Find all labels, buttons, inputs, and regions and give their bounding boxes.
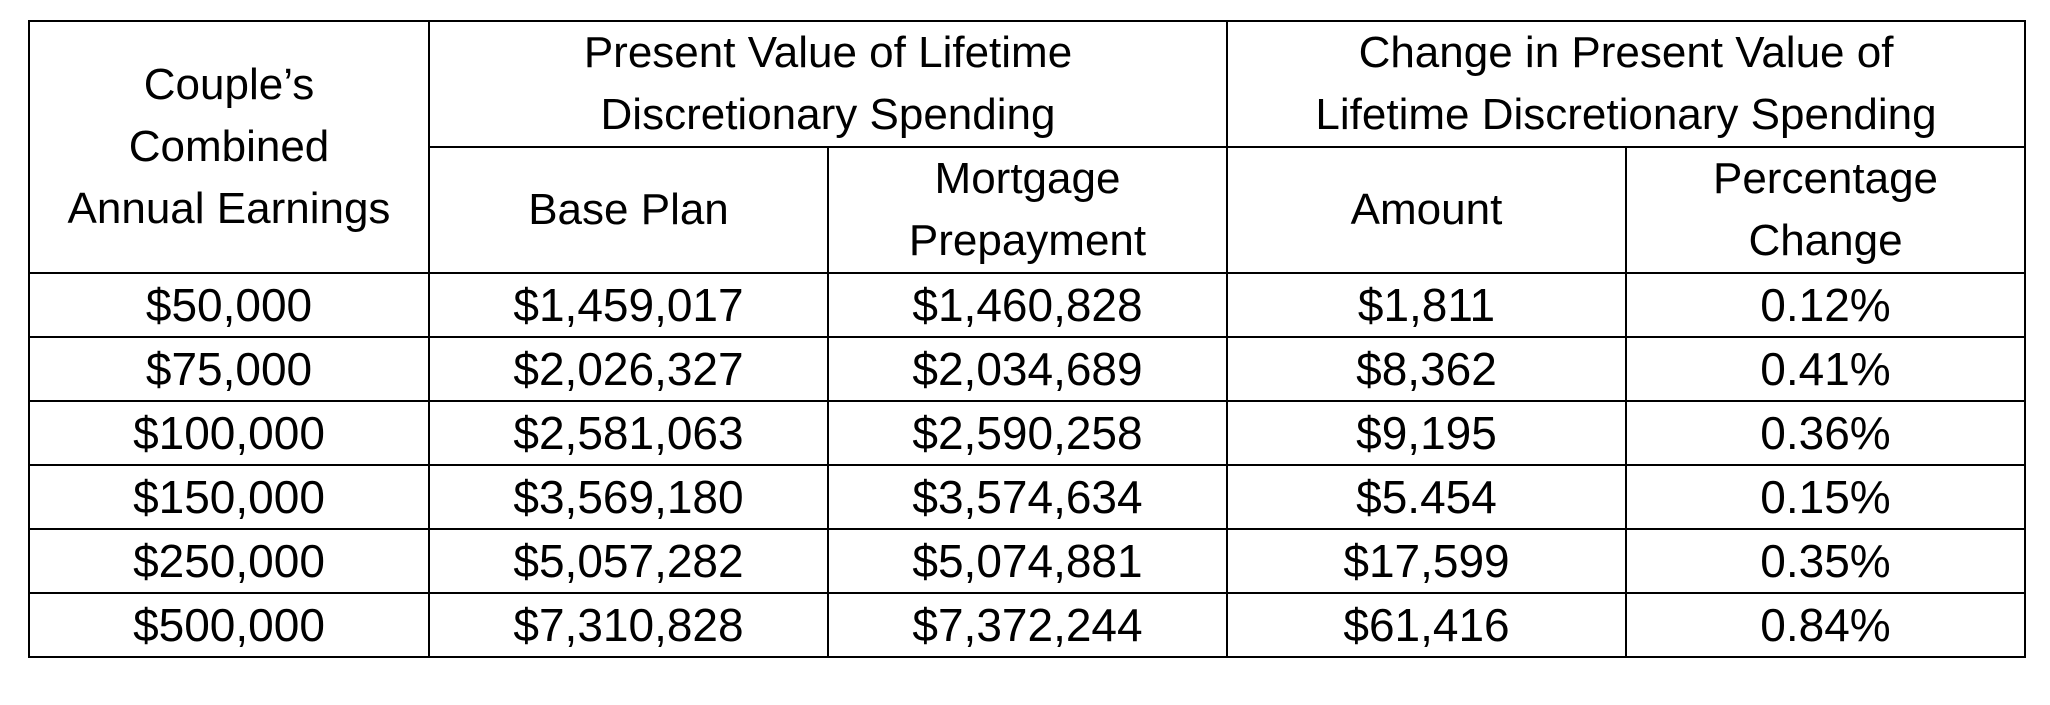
mortgage-prepayment-header-label: Mortgage Prepayment: [908, 154, 1147, 265]
base-plan-cell: $3,569,180: [429, 465, 828, 529]
percentage-change-cell: 0.15%: [1626, 465, 2025, 529]
mortgage-prepayment-cell: $5,074,881: [828, 529, 1227, 593]
amount-header: [1227, 147, 1626, 273]
mortgage-prepayment-cell: $2,590,258: [828, 401, 1227, 465]
base-plan-cell: $7,310,828: [429, 593, 828, 657]
amount-cell: $17,599: [1227, 529, 1626, 593]
percentage-change-cell: 0.35%: [1626, 529, 2025, 593]
amount-cell: $8,362: [1227, 337, 1626, 401]
base-plan-header: [429, 147, 828, 273]
mortgage-prepayment-cell: $1,460,828: [828, 273, 1227, 337]
table-row: [29, 529, 2025, 593]
percentage-change-header: [1626, 147, 2025, 273]
table-header: [29, 21, 2025, 273]
amount-header-label: Amount: [1350, 185, 1503, 234]
earnings-cell: $75,000: [29, 337, 429, 401]
base-plan-header-label: Base Plan: [528, 185, 729, 234]
base-plan-cell: $2,581,063: [429, 401, 828, 465]
mortgage-prepayment-cell: $2,034,689: [828, 337, 1227, 401]
base-plan-cell: $5,057,282: [429, 529, 828, 593]
base-plan-cell: $1,459,017: [429, 273, 828, 337]
header-row-groups: [29, 21, 2025, 147]
percentage-change-cell: 0.12%: [1626, 273, 2025, 337]
earnings-cell: $500,000: [29, 593, 429, 657]
percentage-change-header-label: Percentage Change: [1712, 154, 1939, 265]
present-value-group-header: [429, 21, 1227, 147]
percentage-change-cell: 0.36%: [1626, 401, 2025, 465]
table-row: [29, 401, 2025, 465]
table-row: [29, 465, 2025, 529]
amount-cell: $61,416: [1227, 593, 1626, 657]
earnings-column-header: [29, 21, 429, 273]
amount-cell: $9,195: [1227, 401, 1626, 465]
table-row: [29, 337, 2025, 401]
amount-cell: $5.454: [1227, 465, 1626, 529]
earnings-column-header-label: Couple’s Combined Annual Earnings: [67, 60, 391, 233]
table-row: [29, 273, 2025, 337]
earnings-cell: $250,000: [29, 529, 429, 593]
earnings-cell: $150,000: [29, 465, 429, 529]
earnings-cell: $50,000: [29, 273, 429, 337]
percentage-change-cell: 0.41%: [1626, 337, 2025, 401]
present-value-group-header-label: Present Value of Lifetime Discretionary Spending: [583, 28, 1073, 139]
change-group-header: [1227, 21, 2025, 147]
amount-cell: $1,811: [1227, 273, 1626, 337]
earnings-cell: $100,000: [29, 401, 429, 465]
table-row: [29, 593, 2025, 657]
spending-table: [28, 20, 2026, 658]
mortgage-prepayment-cell: $7,372,244: [828, 593, 1227, 657]
mortgage-prepayment-header: [828, 147, 1227, 273]
mortgage-prepayment-cell: $3,574,634: [828, 465, 1227, 529]
base-plan-cell: $2,026,327: [429, 337, 828, 401]
table-body: [29, 273, 2025, 657]
change-group-header-label: Change in Present Value of Lifetime Discretionary Spending: [1315, 28, 1937, 139]
percentage-change-cell: 0.84%: [1626, 593, 2025, 657]
